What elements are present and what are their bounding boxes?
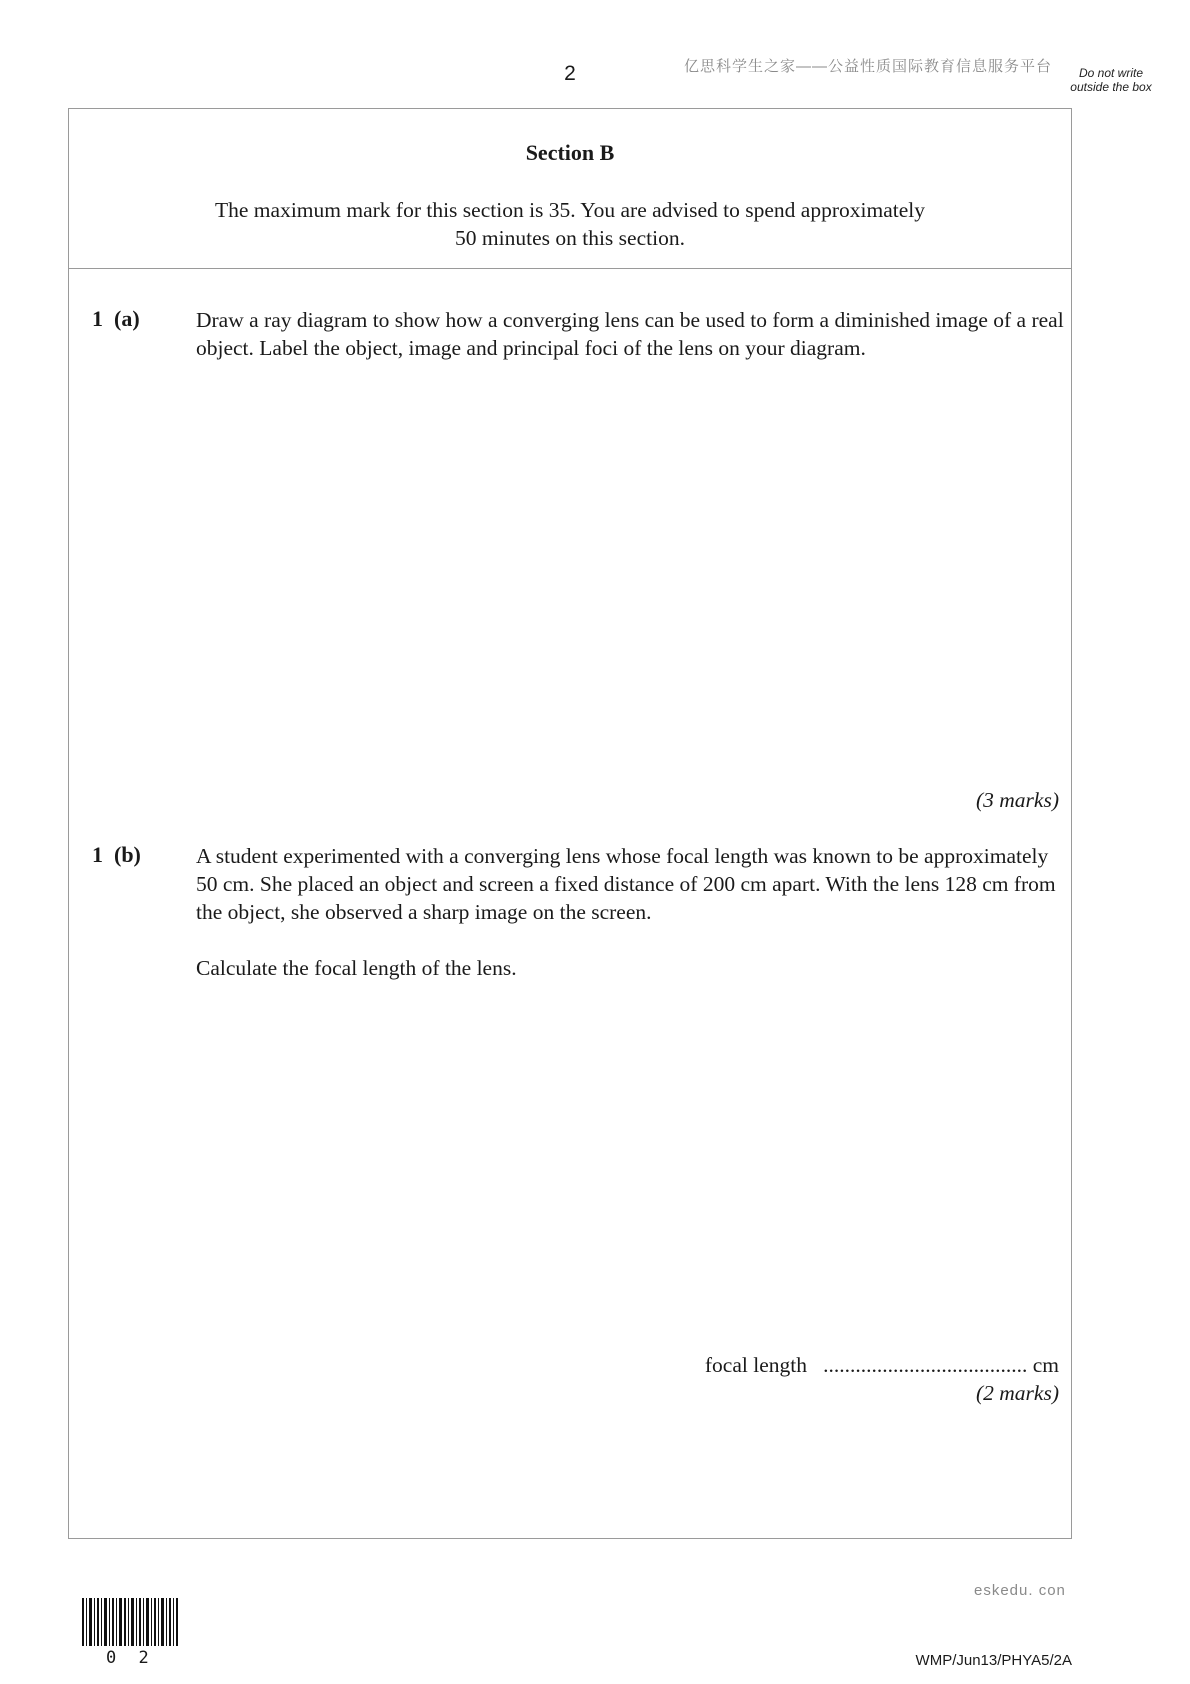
answer-unit: cm [1032,1353,1059,1377]
question-1b-text [196,842,1066,1010]
question-1b-instruction: Calculate the focal length of the lens. [196,956,517,980]
answer-label: focal length [704,1353,807,1377]
barcode-icon [82,1598,178,1646]
intro-line-2: 50 minutes on this section. [455,226,685,250]
question-part: (a) [114,306,140,331]
question-1a-number [92,306,140,332]
question-1a-text [196,306,1066,390]
answer-dots[interactable]: ...................................... [823,1353,1028,1377]
barcode-digits: 0 2 [106,1648,155,1668]
question-1b-prompt: A student experimented with a converging lens whose focal length was known to be approximately 50 cm. She placed an object and screen a fixed distance of 200 cm apart. With the lens 128 cm from the object, she observed a sharp image on the screen. [196,844,1056,924]
question-number: 1 [92,306,103,331]
header-watermark: 亿思科学生之家——公益性质国际教育信息服务平台 [684,58,1053,75]
question-1a-prompt: Draw a ray diagram to show how a converging lens can be used to form a diminished image of a real object. Label the object, image and principal foci of the lens on your diagram. [196,308,1064,360]
paper-reference: WMP/Jun13/PHYA5/2A [915,1652,1072,1669]
question-part: (b) [114,842,141,867]
section-intro [68,196,1072,252]
margin-note: Do not write outside the box [1070,66,1152,94]
page-number: 2 [564,62,576,85]
question-1b-number [92,842,141,868]
question-1b-marks: (2 marks) [976,1381,1059,1405]
question-number: 1 [92,842,103,867]
section-header-divider [68,268,1072,269]
footer-watermark: eskedu. con [974,1582,1066,1599]
intro-line-1: The maximum mark for this section is 35. You are advised to spend approximately [215,198,925,222]
focal-length-answer-line[interactable] [705,1353,1059,1378]
question-1a-marks: (3 marks) [976,788,1059,812]
section-title: Section B [525,140,615,165]
